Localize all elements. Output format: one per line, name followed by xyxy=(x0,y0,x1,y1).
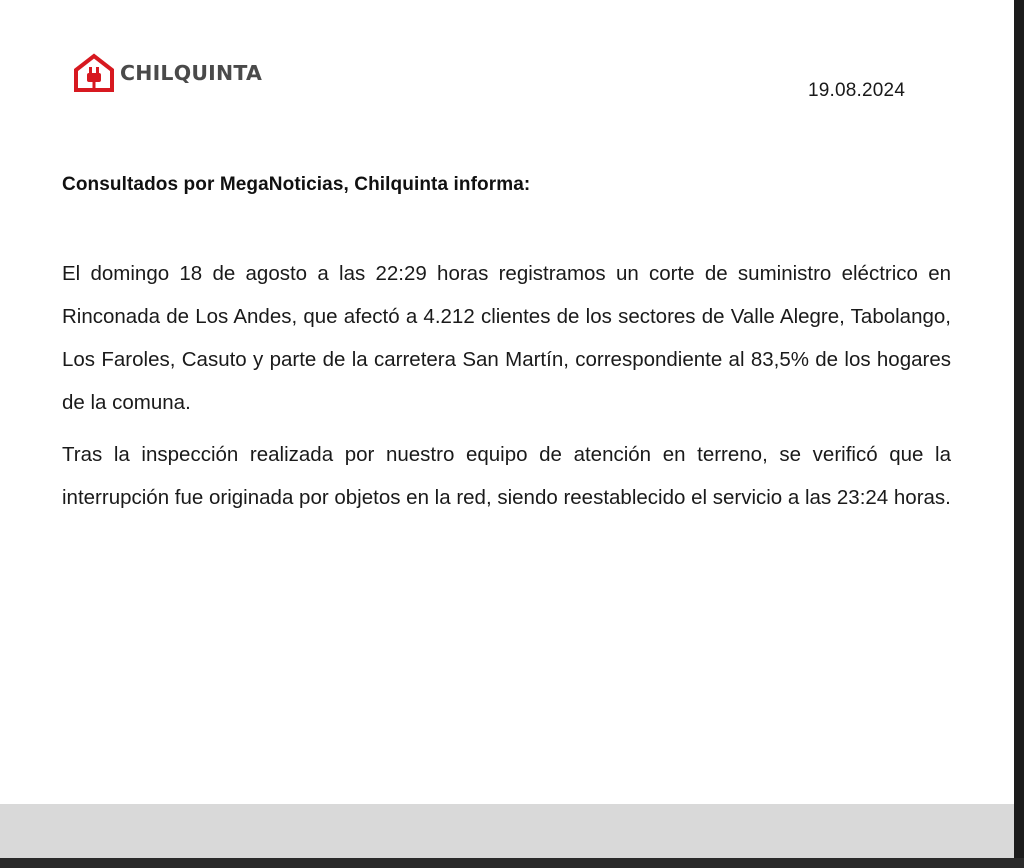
bottom-margin-band xyxy=(0,804,1014,858)
statement-paragraph-2: Tras la inspección realizada por nuestro equipo de atención en terreno, se verificó que la interrupción fue originada por objetos en la red, siendo reestablecido el servicio a las 23:24 horas. xyxy=(62,443,951,509)
right-border xyxy=(1014,0,1024,868)
document-date: 19.08.2024 xyxy=(808,80,906,101)
chilquinta-logo xyxy=(72,52,262,94)
bottom-border xyxy=(0,858,1024,868)
brand-name: CHILQUINTA xyxy=(120,61,263,85)
house-plug-icon xyxy=(72,52,116,94)
statement-paragraph-1: El domingo 18 de agosto a las 22:29 horas registramos un corte de suministro eléctrico en Rinconada de Los Andes, que afectó a 4.212 clientes de los sectores de Valle Alegre, Tabolango, Los Faroles, Casuto y parte de la carretera San Martín, correspondiente al 83,5% de los hogares de la comuna. xyxy=(62,262,951,414)
statement-heading: Consultados por MegaNoticias, Chilquinta informa: xyxy=(62,174,531,195)
